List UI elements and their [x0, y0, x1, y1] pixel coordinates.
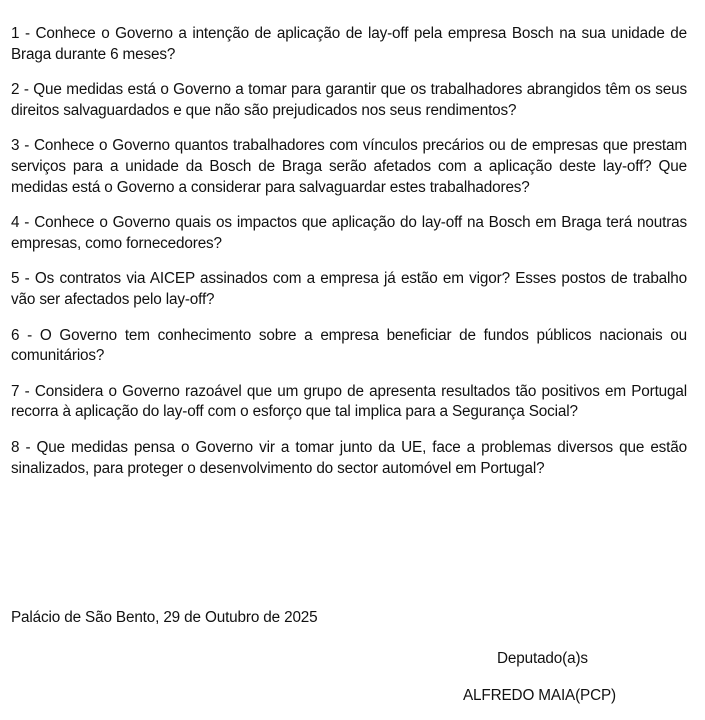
place-and-date: Palácio de São Bento, 29 de Outubro de 2025: [11, 609, 318, 626]
question-1: 1 - Conhece o Governo a intenção de aplicação de lay-off pela empresa Bosch na sua unidade de Braga durante 6 meses?: [11, 25, 687, 63]
signature-title: Deputado(a)s: [497, 650, 588, 667]
questions-list: [11, 24, 687, 494]
question-2: 2 - Que medidas está o Governo a tomar para garantir que os trabalhadores abrangidos têm os seus direitos salvaguardados e que não são prejudicados nos seus rendimentos?: [11, 81, 687, 119]
question-6: 6 - O Governo tem conhecimento sobre a empresa beneficiar de fundos públicos nacionais ou comunitários?: [11, 326, 687, 365]
question-8: 8 - Que medidas pensa o Governo vir a tomar junto da UE, face a problemas diversos que estão sinalizados, para proteger o desenvolvimento do sector automóvel em Portugal?: [11, 438, 687, 477]
question-5: 5 - Os contratos via AICEP assinados com a empresa já estão em vigor? Esses postos de trabalho vão ser afectados pelo lay-off?: [11, 270, 687, 308]
signature-name: ALFREDO MAIA(PCP): [463, 687, 616, 704]
question-3: 3 - Conhece o Governo quantos trabalhadores com vínculos precários ou de empresas que prestam serviços para a unidade da Bosch de Braga serão afetados com a aplicação deste lay-off? Que medidas está o Governo a considerar para salvaguardar estes trabalhadores?: [11, 137, 687, 196]
question-4: 4 - Conhece o Governo quais os impactos que aplicação do lay-off na Bosch em Braga terá noutras empresas, como fornecedores?: [11, 214, 687, 252]
question-7: 7 - Considera o Governo razoável que um grupo de apresenta resultados tão positivos em Portugal recorra à aplicação do lay-off com o esforço que tal implica para a Segurança Social?: [11, 382, 687, 421]
